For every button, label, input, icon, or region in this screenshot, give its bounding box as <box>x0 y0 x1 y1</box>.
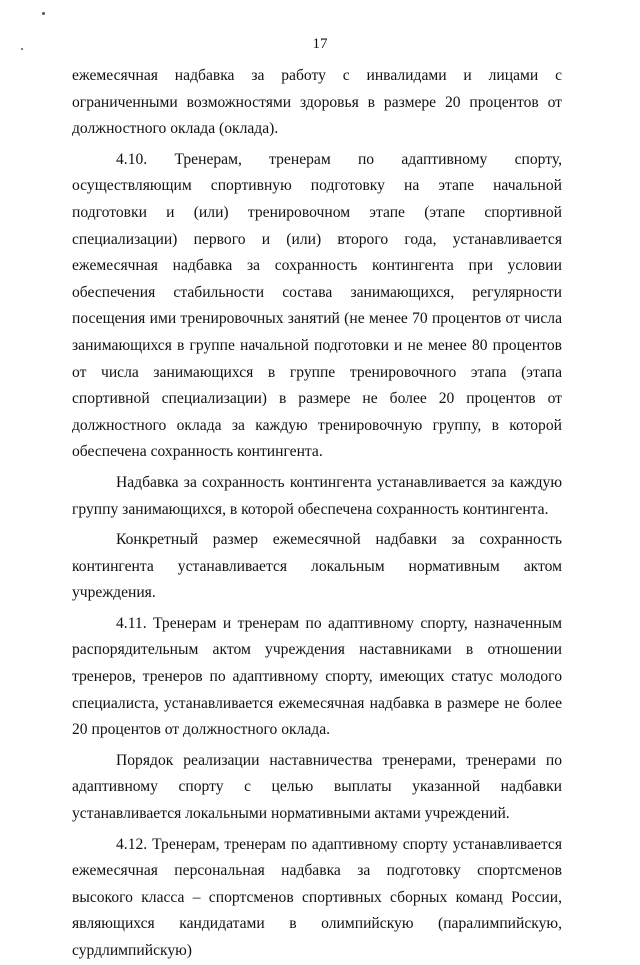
paragraph-mentoring-order: Порядок реализации наставничества тренерами, тренерами по адаптивному спорту с целью выплаты указанной надбавки устанавливается локальными нормативными актами учреждений. <box>72 751 562 823</box>
paragraph-group-bonus: Надбавка за сохранность контингента устанавливается за каждую группу занимающихся, в которой обеспечена сохранность контингента. <box>72 473 562 518</box>
body-text <box>72 63 562 965</box>
paragraph-4-12: 4.12. Тренерам, тренерам по адаптивному спорту устанавливается ежемесячная персональная надбавка за подготовку спортсменов высокого класса – спортсменов спортивных сборных команд России, являющихся кандидатами в олимпийскую (паралимпийскую, сурдлимпийскую) <box>72 835 562 959</box>
paragraph-4-10: 4.10. Тренерам, тренерам по адаптивному спорту, осуществляющим спортивную подготовку на этапе начальной подготовки и (или) тренировочном этапе (этапе спортивной специализации) первого и (или) второго года, устанавливается ежемесячная надбавка за сохранность контингента при условии обеспечения стабильности состава занимающихся, регулярности посещения ими тренировочных занятий (не менее 70 процентов от числа занимающихся в группе начальной подготовки и не менее 80 процентов от числа занимающихся в группе тренировочного этапа (этапа спортивной специализации) в размере не более 20 процентов от должностного оклада за каждую тренировочную группу, в которой обеспечена сохранность контингента. <box>72 150 562 461</box>
page-number: 17 <box>312 36 328 52</box>
scan-speck <box>42 12 45 15</box>
paragraph-bonus-amount: Конкретный размер ежемесячной надбавки за сохранность контингента устанавливается локальным нормативным актом учреждения. <box>72 531 562 602</box>
paragraph-continuation: ежемесячная надбавка за работу с инвалидами и лицами с ограниченными возможностями здоровья в размере 20 процентов от должностного оклада (оклада). <box>72 67 562 138</box>
paragraph-4-11: 4.11. Тренерам и тренерам по адаптивному спорту, назначенным распорядительным актом учреждения наставниками в отношении тренеров, тренеров по адаптивному спорту, имеющих статус молодого специалиста, устанавливается ежемесячная надбавка в размере не более 20 процентов от должностного оклада. <box>72 614 562 739</box>
